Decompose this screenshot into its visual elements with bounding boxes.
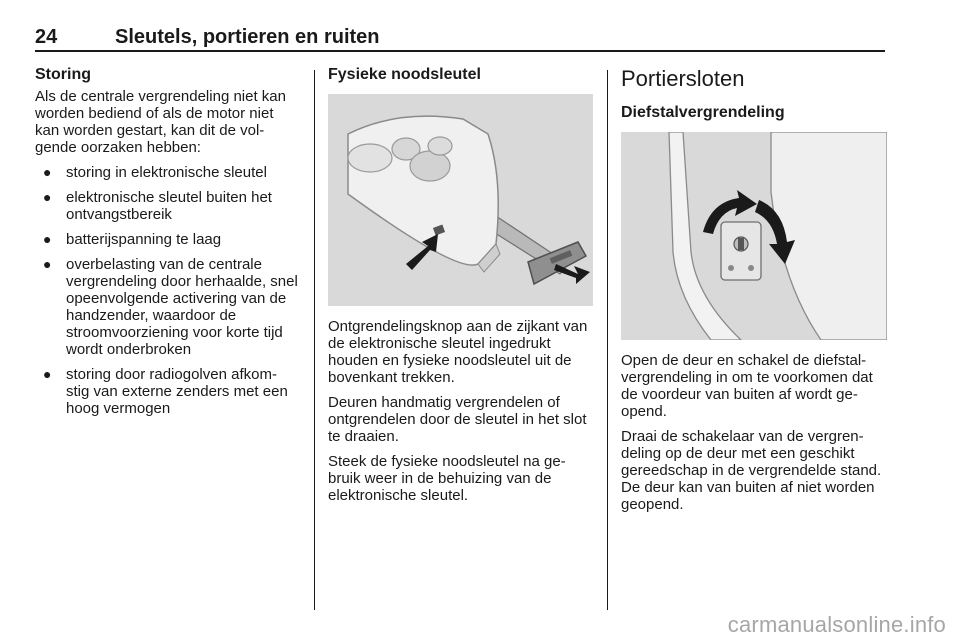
bullet-icon: ●	[43, 164, 52, 180]
bullet-icon: ●	[43, 231, 52, 247]
bullet-icon: ●	[43, 366, 52, 382]
list-item: ● storing door radiogolven afkom- stig van externe zenders met een hoog vermogen	[43, 366, 288, 417]
column-divider-2	[607, 70, 608, 610]
watermark: carmanualsonline.info	[727, 612, 946, 637]
list-item: ● overbelasting van de centrale vergrendeling door herhaalde, snel opeenvolgende activering van de handzender, waardoor de stroomvoorziening voor korte tijd wordt onderbroken	[43, 256, 298, 358]
subheading-diefstalvergrendeling: Diefstalvergrendeling	[621, 104, 785, 121]
column-storing	[35, 66, 301, 425]
noodsleutel-paragraph-1: Ontgrendelingsknop aan de zijkant van de elektronische sleutel ingedrukt houden en fysieke noodsleutel uit de bovenkant trekken.	[328, 318, 588, 386]
section-title-portiersloten: Portiersloten	[621, 66, 745, 91]
bullet-icon: ●	[43, 256, 52, 272]
bullet-icon: ●	[43, 189, 52, 205]
page-header	[35, 24, 885, 50]
noodsleutel-paragraph-3: Steek de fysieke noodsleutel na ge- bruik weer in de behuizing van de elektronische sleutel.	[328, 453, 566, 504]
section-heading-storing: Storing	[35, 66, 91, 83]
key-card-illustration	[328, 94, 593, 306]
door-lock-illustration	[621, 132, 887, 340]
page-number: 24	[35, 26, 58, 48]
list-item: ● batterijspanning te laag	[43, 231, 222, 248]
column-divider-1	[314, 70, 315, 610]
noodsleutel-paragraph-2: Deuren handmatig vergrendelen of ontgrendelen door de sleutel in het slot te draaien.	[328, 394, 587, 445]
header-rule	[35, 50, 885, 52]
column-portiersloten	[621, 66, 887, 521]
chapter-title: Sleutels, portieren en ruiten	[115, 26, 380, 48]
list-item: ● elektronische sleutel buiten het ontvangstbereik	[43, 189, 272, 223]
portiersloten-paragraph-2: Draai de schakelaar van de vergren- deling op de deur met een geschikt gereedschap in de vergrendelde stand. De deur kan van buiten af niet worden geopend.	[621, 428, 882, 513]
section-heading-noodsleutel: Fysieke noodsleutel	[328, 66, 481, 83]
storing-intro: Als de centrale vergrendeling niet kan worden bediend of als de motor niet kan worden gestart, kan dit de vol- gende oorzaken hebben:	[35, 88, 286, 156]
portiersloten-paragraph-1: Open de deur en schakel de diefstal- vergrendeling in om te voorkomen dat de voordeur van buiten af wordt ge- opend.	[621, 352, 873, 420]
list-item: ● storing in elektronische sleutel	[43, 164, 267, 181]
column-noodsleutel	[328, 66, 593, 512]
storing-bullet-list	[35, 164, 301, 417]
